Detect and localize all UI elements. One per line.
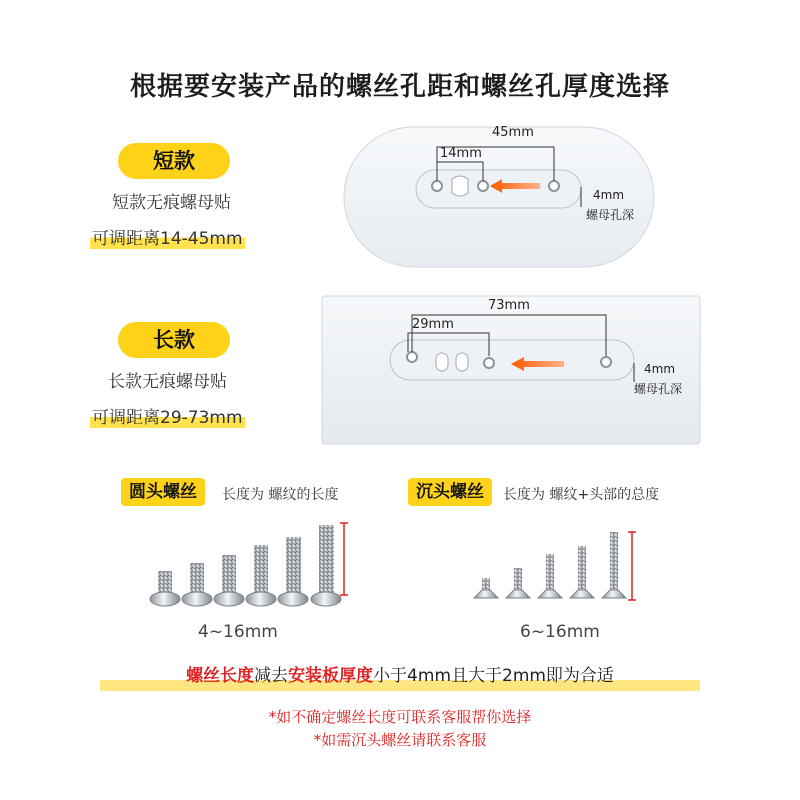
countersunk-tag: 沉头螺丝 — [408, 478, 492, 506]
long-dim-inner: 29mm — [412, 317, 454, 332]
cs-screw-1 — [474, 578, 498, 598]
short-pill: 短款 — [118, 143, 230, 179]
countersunk-desc: 长度为 螺纹+头部的总度 — [503, 487, 660, 503]
long-depth-label: 螺母孔深 — [634, 382, 683, 396]
page-title: 根据要安装产品的螺丝孔距和螺丝孔厚度选择 — [129, 72, 670, 102]
long-pill: 长款 — [118, 322, 230, 358]
rule-part2: 减去 — [254, 666, 289, 686]
long-range — [90, 403, 245, 428]
short-depth: 4mm — [593, 188, 625, 202]
round-head-tag: 圆头螺丝 — [121, 478, 205, 506]
countersunk-range: 6~16mm — [520, 622, 600, 642]
short-hole-1 — [432, 181, 442, 191]
long-notch-2 — [456, 353, 468, 371]
round-screw-4 — [246, 545, 276, 606]
short-dim-outer: 45mm — [492, 125, 534, 140]
round-screw-2 — [182, 563, 212, 606]
rule-part1: 螺丝长度 — [186, 666, 255, 686]
long-name: 长款无痕螺母贴 — [108, 372, 227, 392]
long-hole-2 — [484, 358, 494, 368]
countersunk-screws-image — [470, 520, 640, 610]
long-depth: 4mm — [644, 362, 676, 376]
long-dim-outer: 73mm — [488, 298, 530, 313]
short-range — [90, 224, 245, 249]
short-dim-inner: 14mm — [440, 146, 482, 161]
long-slot — [390, 340, 634, 380]
short-name: 短款无痕螺母贴 — [112, 193, 231, 213]
rule-text — [0, 661, 800, 686]
long-hole-1 — [407, 352, 417, 362]
rule-part4: 小于4mm且大于2mm即为合适 — [373, 666, 614, 686]
short-range-prefix: 可调距离 — [92, 229, 160, 249]
short-range-value: 14-45mm — [160, 229, 243, 249]
round-screw-1 — [150, 571, 180, 606]
rule-part3: 安装板厚度 — [288, 666, 374, 686]
cs-screw-4 — [570, 546, 594, 598]
round-head-range: 4~16mm — [198, 622, 278, 642]
round-screw-5 — [278, 537, 308, 606]
round-screw-6 — [311, 525, 341, 606]
cs-screw-3 — [538, 554, 562, 598]
short-hole-3 — [549, 181, 559, 191]
cs-length-marker — [628, 532, 636, 600]
short-notch — [452, 176, 468, 196]
round-head-screws-image — [148, 515, 360, 615]
round-screw-3 — [214, 555, 244, 606]
round-head-desc: 长度为 螺纹的长度 — [222, 487, 339, 503]
short-depth-label: 螺母孔深 — [586, 208, 635, 222]
short-hole-2 — [478, 181, 488, 191]
long-range-prefix: 可调距离 — [92, 408, 160, 428]
cs-screw-2 — [506, 568, 530, 598]
cs-screw-5 — [602, 532, 626, 598]
long-notch-1 — [436, 353, 448, 371]
long-hole-3 — [601, 357, 611, 367]
round-length-marker — [340, 523, 348, 595]
note-2: *如需沉头螺丝请联系客服 — [313, 731, 487, 749]
long-range-value: 29-73mm — [160, 408, 243, 428]
note-1: *如不确定螺丝长度可联系客服帮你选择 — [268, 708, 532, 726]
